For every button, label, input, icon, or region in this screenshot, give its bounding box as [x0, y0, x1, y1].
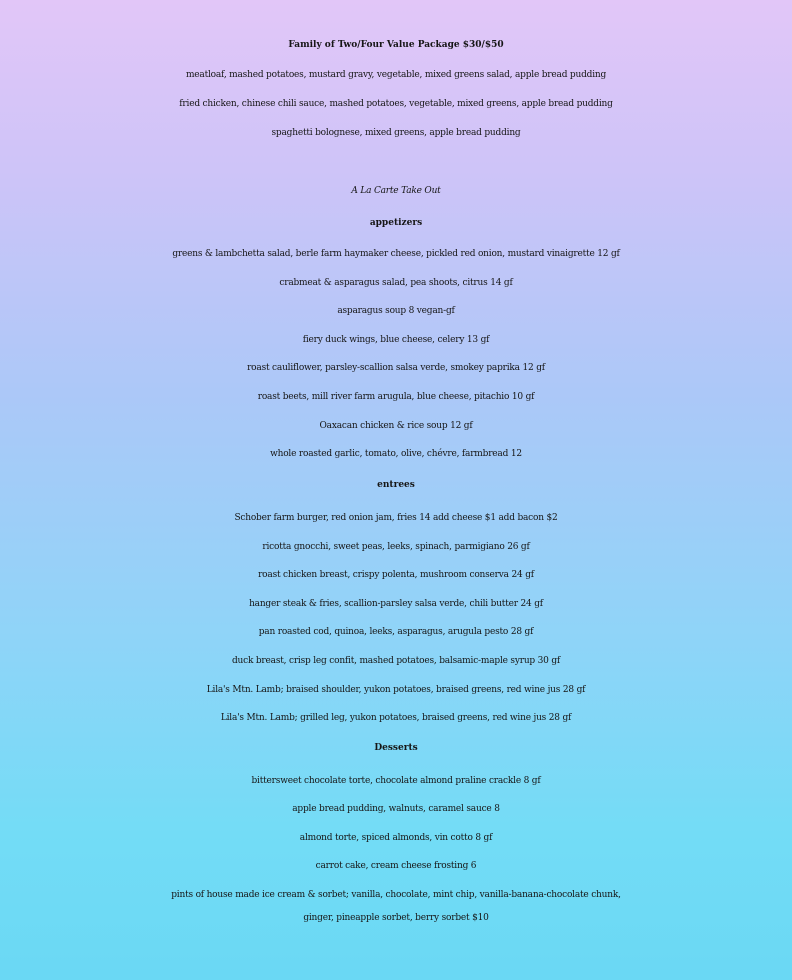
entree-item: Lila's Mtn. Lamb; grilled leg, yukon potatoes, braised greens, red wine jus 28 gf — [220, 713, 572, 723]
entree-item: Lila's Mtn. Lamb; braised shoulder, yukon potatoes, braised greens, red wine jus 28 gf — [206, 685, 586, 695]
family-package-title: Family of Two/Four Value Package $30/$50 — [288, 40, 504, 50]
appetizer-item: asparagus soup 8 vegan-gf — [337, 306, 455, 316]
dessert-item: ginger, pineapple sorbet, berry sorbet $10 — [303, 913, 489, 923]
a-la-carte-title: A La Carte Take Out — [351, 186, 441, 196]
entree-item: Schober farm burger, red onion jam, fries 14 add cheese $1 add bacon $2 — [234, 513, 558, 523]
dessert-item: apple bread pudding, walnuts, caramel sauce 8 — [292, 804, 500, 814]
appetizer-item: crabmeat & asparagus salad, pea shoots, citrus 14 gf — [279, 278, 513, 288]
entree-item: roast chicken breast, crispy polenta, mushroom conserva 24 gf — [258, 570, 534, 580]
entrees-heading: entrees — [377, 480, 415, 490]
dessert-item: almond torte, spiced almonds, vin cotto 8 gf — [299, 833, 493, 843]
entree-item: ricotta gnocchi, sweet peas, leeks, spinach, parmigiano 26 gf — [262, 542, 530, 552]
appetizer-item: whole roasted garlic, tomato, olive, chévre, farmbread 12 — [270, 449, 522, 459]
appetizer-item: roast beets, mill river farm arugula, blue cheese, pitachio 10 gf — [257, 392, 535, 402]
entree-item: hanger steak & fries, scallion-parsley salsa verde, chili butter 24 gf — [249, 599, 543, 609]
dessert-item: pints of house made ice cream & sorbet; vanilla, chocolate, mint chip, vanilla-banana-chocolate chunk, — [171, 890, 621, 900]
family-item: spaghetti bolognese, mixed greens, apple bread pudding — [271, 128, 521, 138]
appetizer-item: Oaxacan chicken & rice soup 12 gf — [319, 421, 473, 431]
appetizers-heading: appetizers — [369, 218, 423, 228]
appetizer-item: roast cauliflower, parsley-scallion salsa verde, smokey paprika 12 gf — [247, 363, 545, 373]
appetizer-item: fiery duck wings, blue cheese, celery 13 gf — [302, 335, 490, 345]
entree-item: duck breast, crisp leg confit, mashed potatoes, balsamic-maple syrup 30 gf — [231, 656, 561, 666]
entree-item: pan roasted cod, quinoa, leeks, asparagus, arugula pesto 28 gf — [258, 627, 534, 637]
family-item: meatloaf, mashed potatoes, mustard gravy, vegetable, mixed greens salad, apple bread pudding — [185, 70, 607, 80]
dessert-item: bittersweet chocolate torte, chocolate almond praline crackle 8 gf — [251, 776, 541, 786]
appetizer-item: greens & lambchetta salad, berle farm haymaker cheese, pickled red onion, mustard vinaigrette 12 gf — [172, 249, 620, 259]
family-item: fried chicken, chinese chili sauce, mashed potatoes, vegetable, mixed greens, apple bread pudding — [179, 99, 613, 109]
desserts-heading: Desserts — [374, 743, 418, 753]
dessert-item: carrot cake, cream cheese frosting 6 — [315, 861, 477, 871]
